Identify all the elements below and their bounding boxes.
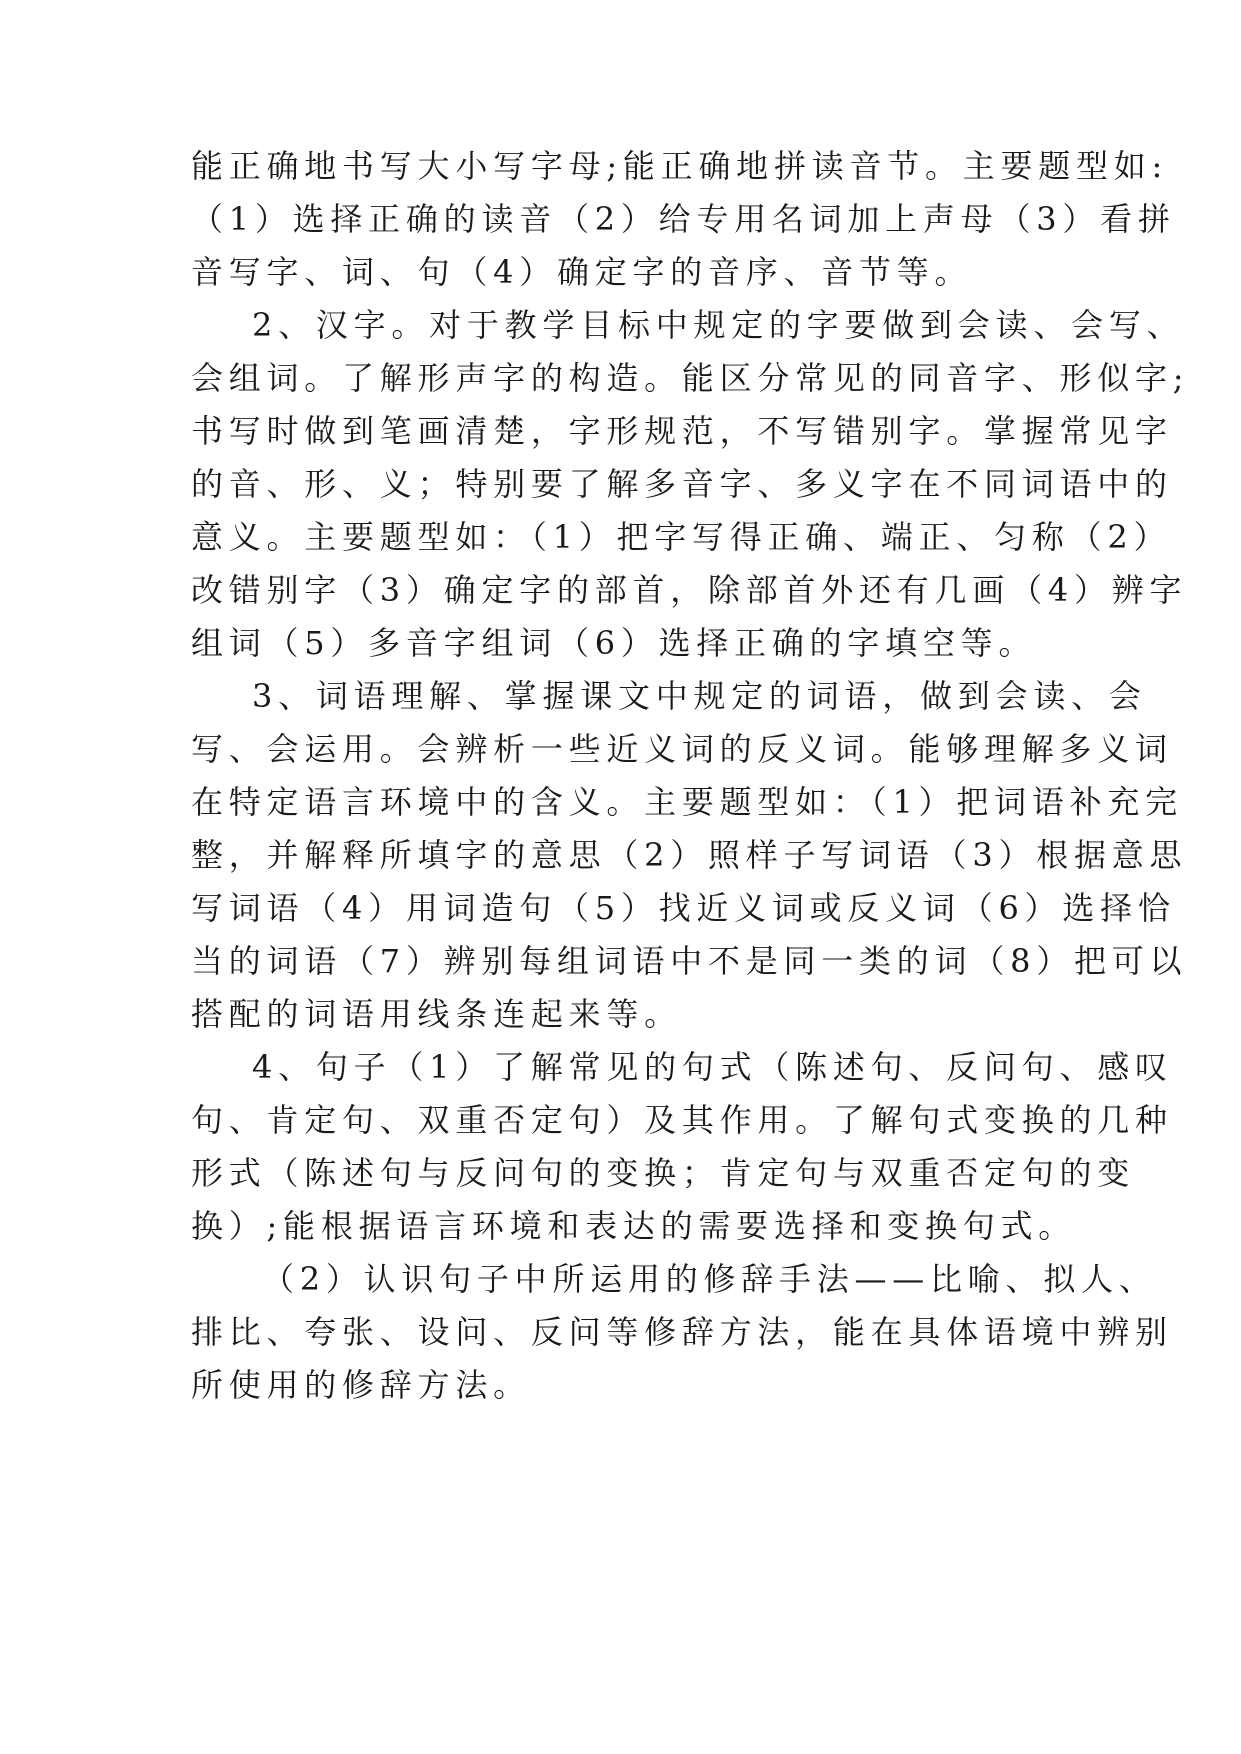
text-line: 的音、形、义；特别要了解多音字、多义字在不同词语中的 <box>191 465 1173 503</box>
text-line: （2）认识句子中所运用的修辞手法——比喻、拟人、 <box>262 1260 1157 1298</box>
text-line: 意义。主要题型如：（1）把字写得正确、端正、匀称（2） <box>191 518 1172 556</box>
text-line: 2、汉字。对于教学目标中规定的字要做到会读、会写、 <box>252 306 1185 344</box>
text-line: 搭配的词语用线条连起来等。 <box>191 995 682 1033</box>
text-line: 在特定语言环境中的含义。主要题型如：（1）把词语补充完 <box>191 783 1183 821</box>
text-line: 排比、夸张、设问、反问等修辞方法，能在具体语境中辨别 <box>191 1313 1173 1351</box>
text-line: 音写字、词、句（4）确定字的音序、音节等。 <box>191 253 973 291</box>
text-line: 3、词语理解、掌握课文中规定的词语，做到会读、会 <box>252 677 1147 715</box>
text-line: 当的词语（7）辨别每组词语中不是同一类的词（8）把可以 <box>191 942 1188 980</box>
text-line: （1）选择正确的读音（2）给专用名词加上声母（3）看拼 <box>191 200 1176 238</box>
text-line: 书写时做到笔画清楚，字形规范，不写错别字。掌握常见字 <box>191 412 1173 450</box>
text-line: 形式（陈述句与反问句的变换；肯定句与双重否定句的变 <box>191 1154 1136 1192</box>
text-line: 能正确地书写大小写字母;能正确地拼读音节。主要题型如: <box>191 147 1169 185</box>
text-line: 会组词。了解形声字的构造。能区分常见的同音字、形似字; <box>191 359 1190 397</box>
text-line: 所使用的修辞方法。 <box>191 1366 531 1404</box>
text-line: 写、会运用。会辨析一些近义词的反义词。能够理解多义词 <box>191 730 1173 768</box>
text-line: 4、句子（1）了解常见的句式（陈述句、反问句、感叹 <box>252 1048 1173 1086</box>
text-line: 写词语（4）用词造句（5）找近义词或反义词（6）选择恰 <box>191 889 1176 927</box>
text-line: 句、肯定句、双重否定句）及其作用。了解句式变换的几种 <box>191 1101 1173 1139</box>
text-line: 换）;能根据语言环境和表达的需要选择和变换句式。 <box>191 1207 1077 1245</box>
text-line: 整，并解释所填字的意思（2）照样子写词语（3）根据意思 <box>191 836 1188 874</box>
text-line: 改错别字（3）确定字的部首，除部首外还有几画（4）辨字 <box>191 571 1188 609</box>
text-line: 组词（5）多音字组词（6）选择正确的字填空等。 <box>191 624 1037 662</box>
